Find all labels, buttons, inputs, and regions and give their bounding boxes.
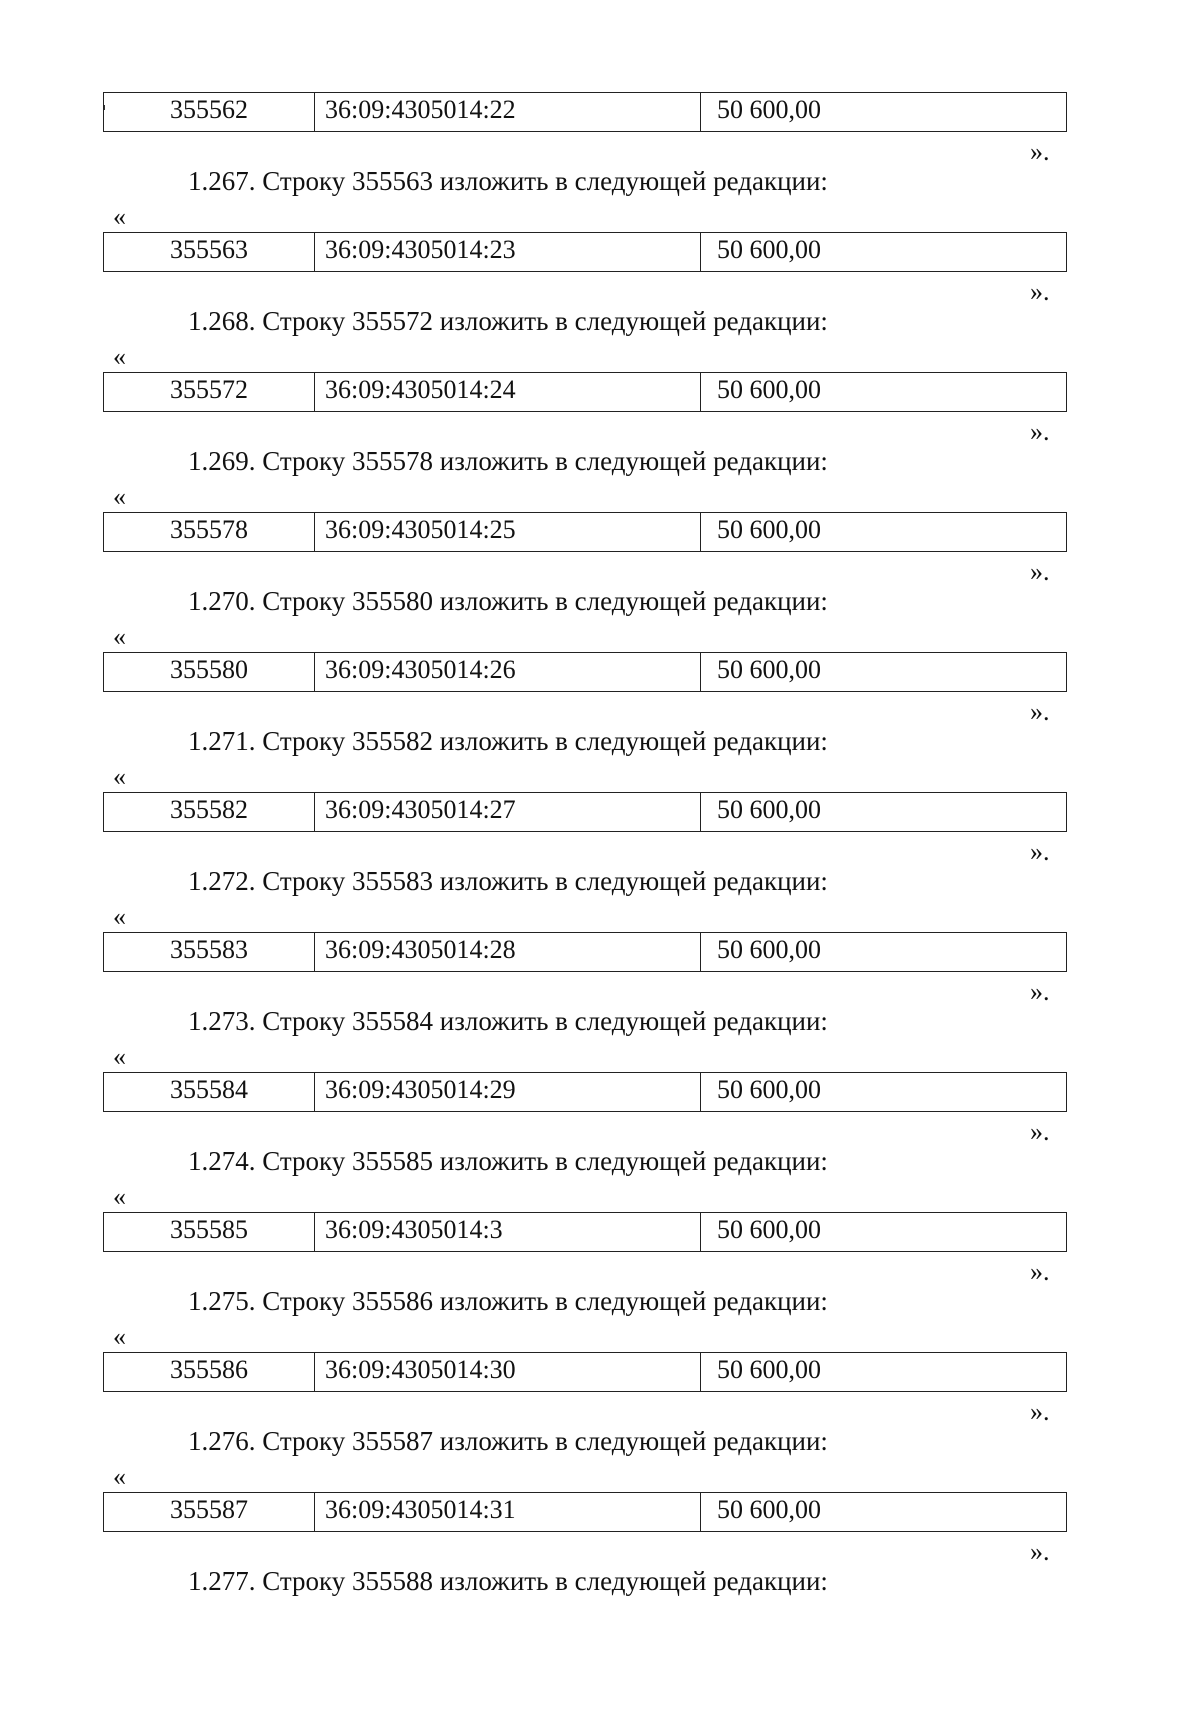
row-code: 355578 xyxy=(104,513,315,551)
closing-quote: ». xyxy=(1030,977,1050,1006)
row-cadastral-number: 36:09:4305014:28 xyxy=(315,933,701,971)
row-value: 50 600,00 xyxy=(717,935,821,964)
table-row xyxy=(103,652,1067,692)
closing-quote: ». xyxy=(1030,277,1050,306)
row-code: 355586 xyxy=(104,1353,315,1391)
table-row xyxy=(103,92,1067,132)
table-row xyxy=(103,1352,1067,1392)
opening-quote: « xyxy=(113,202,126,231)
section-heading: 1.274. Строку 355585 изложить в следующей редакции: xyxy=(188,1146,828,1176)
section-heading: 1.273. Строку 355584 изложить в следующей редакции: xyxy=(188,1006,828,1036)
row-code: 355585 xyxy=(104,1213,315,1251)
row-cadastral-number: 36:09:4305014:30 xyxy=(315,1353,701,1391)
row-code: 355583 xyxy=(104,933,315,971)
row-value: 50 600,00 xyxy=(717,375,821,404)
opening-quote: « xyxy=(113,622,126,651)
section-heading: 1.277. Строку 355588 изложить в следующей редакции: xyxy=(188,1566,828,1596)
row-value: 50 600,00 xyxy=(717,655,821,684)
section-heading: 1.275. Строку 355586 изложить в следующей редакции: xyxy=(188,1286,828,1316)
row-code: 355580 xyxy=(104,653,315,691)
table-row xyxy=(103,932,1067,972)
row-cadastral-number: 36:09:4305014:25 xyxy=(315,513,701,551)
row-cadastral-number: 36:09:4305014:31 xyxy=(315,1493,701,1531)
closing-quote: ». xyxy=(1030,697,1050,726)
section-heading: 1.268. Строку 355572 изложить в следующей редакции: xyxy=(188,306,828,336)
row-code: 355562 xyxy=(104,93,315,131)
row-cadastral-number: 36:09:4305014:29 xyxy=(315,1073,701,1111)
opening-quote: « xyxy=(113,762,126,791)
row-value: 50 600,00 xyxy=(717,515,821,544)
table-row xyxy=(103,232,1067,272)
opening-quote: « xyxy=(113,902,126,931)
section-heading: 1.270. Строку 355580 изложить в следующей редакции: xyxy=(188,586,828,616)
table-row xyxy=(103,1212,1067,1252)
opening-quote: « xyxy=(113,1042,126,1071)
row-value: 50 600,00 xyxy=(717,795,821,824)
closing-quote: ». xyxy=(1030,417,1050,446)
row-value: 50 600,00 xyxy=(717,1495,821,1524)
section-heading: 1.272. Строку 355583 изложить в следующей редакции: xyxy=(188,866,828,896)
opening-quote: « xyxy=(113,1322,126,1351)
row-code: 355584 xyxy=(104,1073,315,1111)
closing-quote: ». xyxy=(1030,837,1050,866)
closing-quote: ». xyxy=(1030,1257,1050,1286)
closing-quote: ». xyxy=(1030,1537,1050,1566)
row-value: 50 600,00 xyxy=(717,1075,821,1104)
row-cadastral-number: 36:09:4305014:22 xyxy=(315,93,701,131)
opening-quote: « xyxy=(113,1182,126,1211)
opening-quote: « xyxy=(113,1462,126,1491)
closing-quote: ». xyxy=(1030,1397,1050,1426)
closing-quote: ». xyxy=(1030,1117,1050,1146)
section-heading: 1.276. Строку 355587 изложить в следующей редакции: xyxy=(188,1426,828,1456)
opening-quote: « xyxy=(113,342,126,371)
table-row xyxy=(103,512,1067,552)
section-heading: 1.267. Строку 355563 изложить в следующей редакции: xyxy=(188,166,828,196)
row-code: 355587 xyxy=(104,1493,315,1531)
closing-quote: ». xyxy=(1030,137,1050,166)
closing-quote: ». xyxy=(1030,557,1050,586)
row-cadastral-number: 36:09:4305014:26 xyxy=(315,653,701,691)
row-value: 50 600,00 xyxy=(717,235,821,264)
opening-quote: « xyxy=(113,482,126,511)
row-cadastral-number: 36:09:4305014:3 xyxy=(315,1213,701,1251)
row-cadastral-number: 36:09:4305014:23 xyxy=(315,233,701,271)
section-heading: 1.271. Строку 355582 изложить в следующей редакции: xyxy=(188,726,828,756)
row-code: 355563 xyxy=(104,233,315,271)
row-code: 355572 xyxy=(104,373,315,411)
row-code: 355582 xyxy=(104,793,315,831)
row-value: 50 600,00 xyxy=(717,1215,821,1244)
table-row xyxy=(103,372,1067,412)
row-value: 50 600,00 xyxy=(717,95,821,124)
section-heading: 1.269. Строку 355578 изложить в следующей редакции: xyxy=(188,446,828,476)
row-value: 50 600,00 xyxy=(717,1355,821,1384)
table-row xyxy=(103,1072,1067,1112)
table-row xyxy=(103,1492,1067,1532)
table-row xyxy=(103,792,1067,832)
row-cadastral-number: 36:09:4305014:27 xyxy=(315,793,701,831)
row-cadastral-number: 36:09:4305014:24 xyxy=(315,373,701,411)
